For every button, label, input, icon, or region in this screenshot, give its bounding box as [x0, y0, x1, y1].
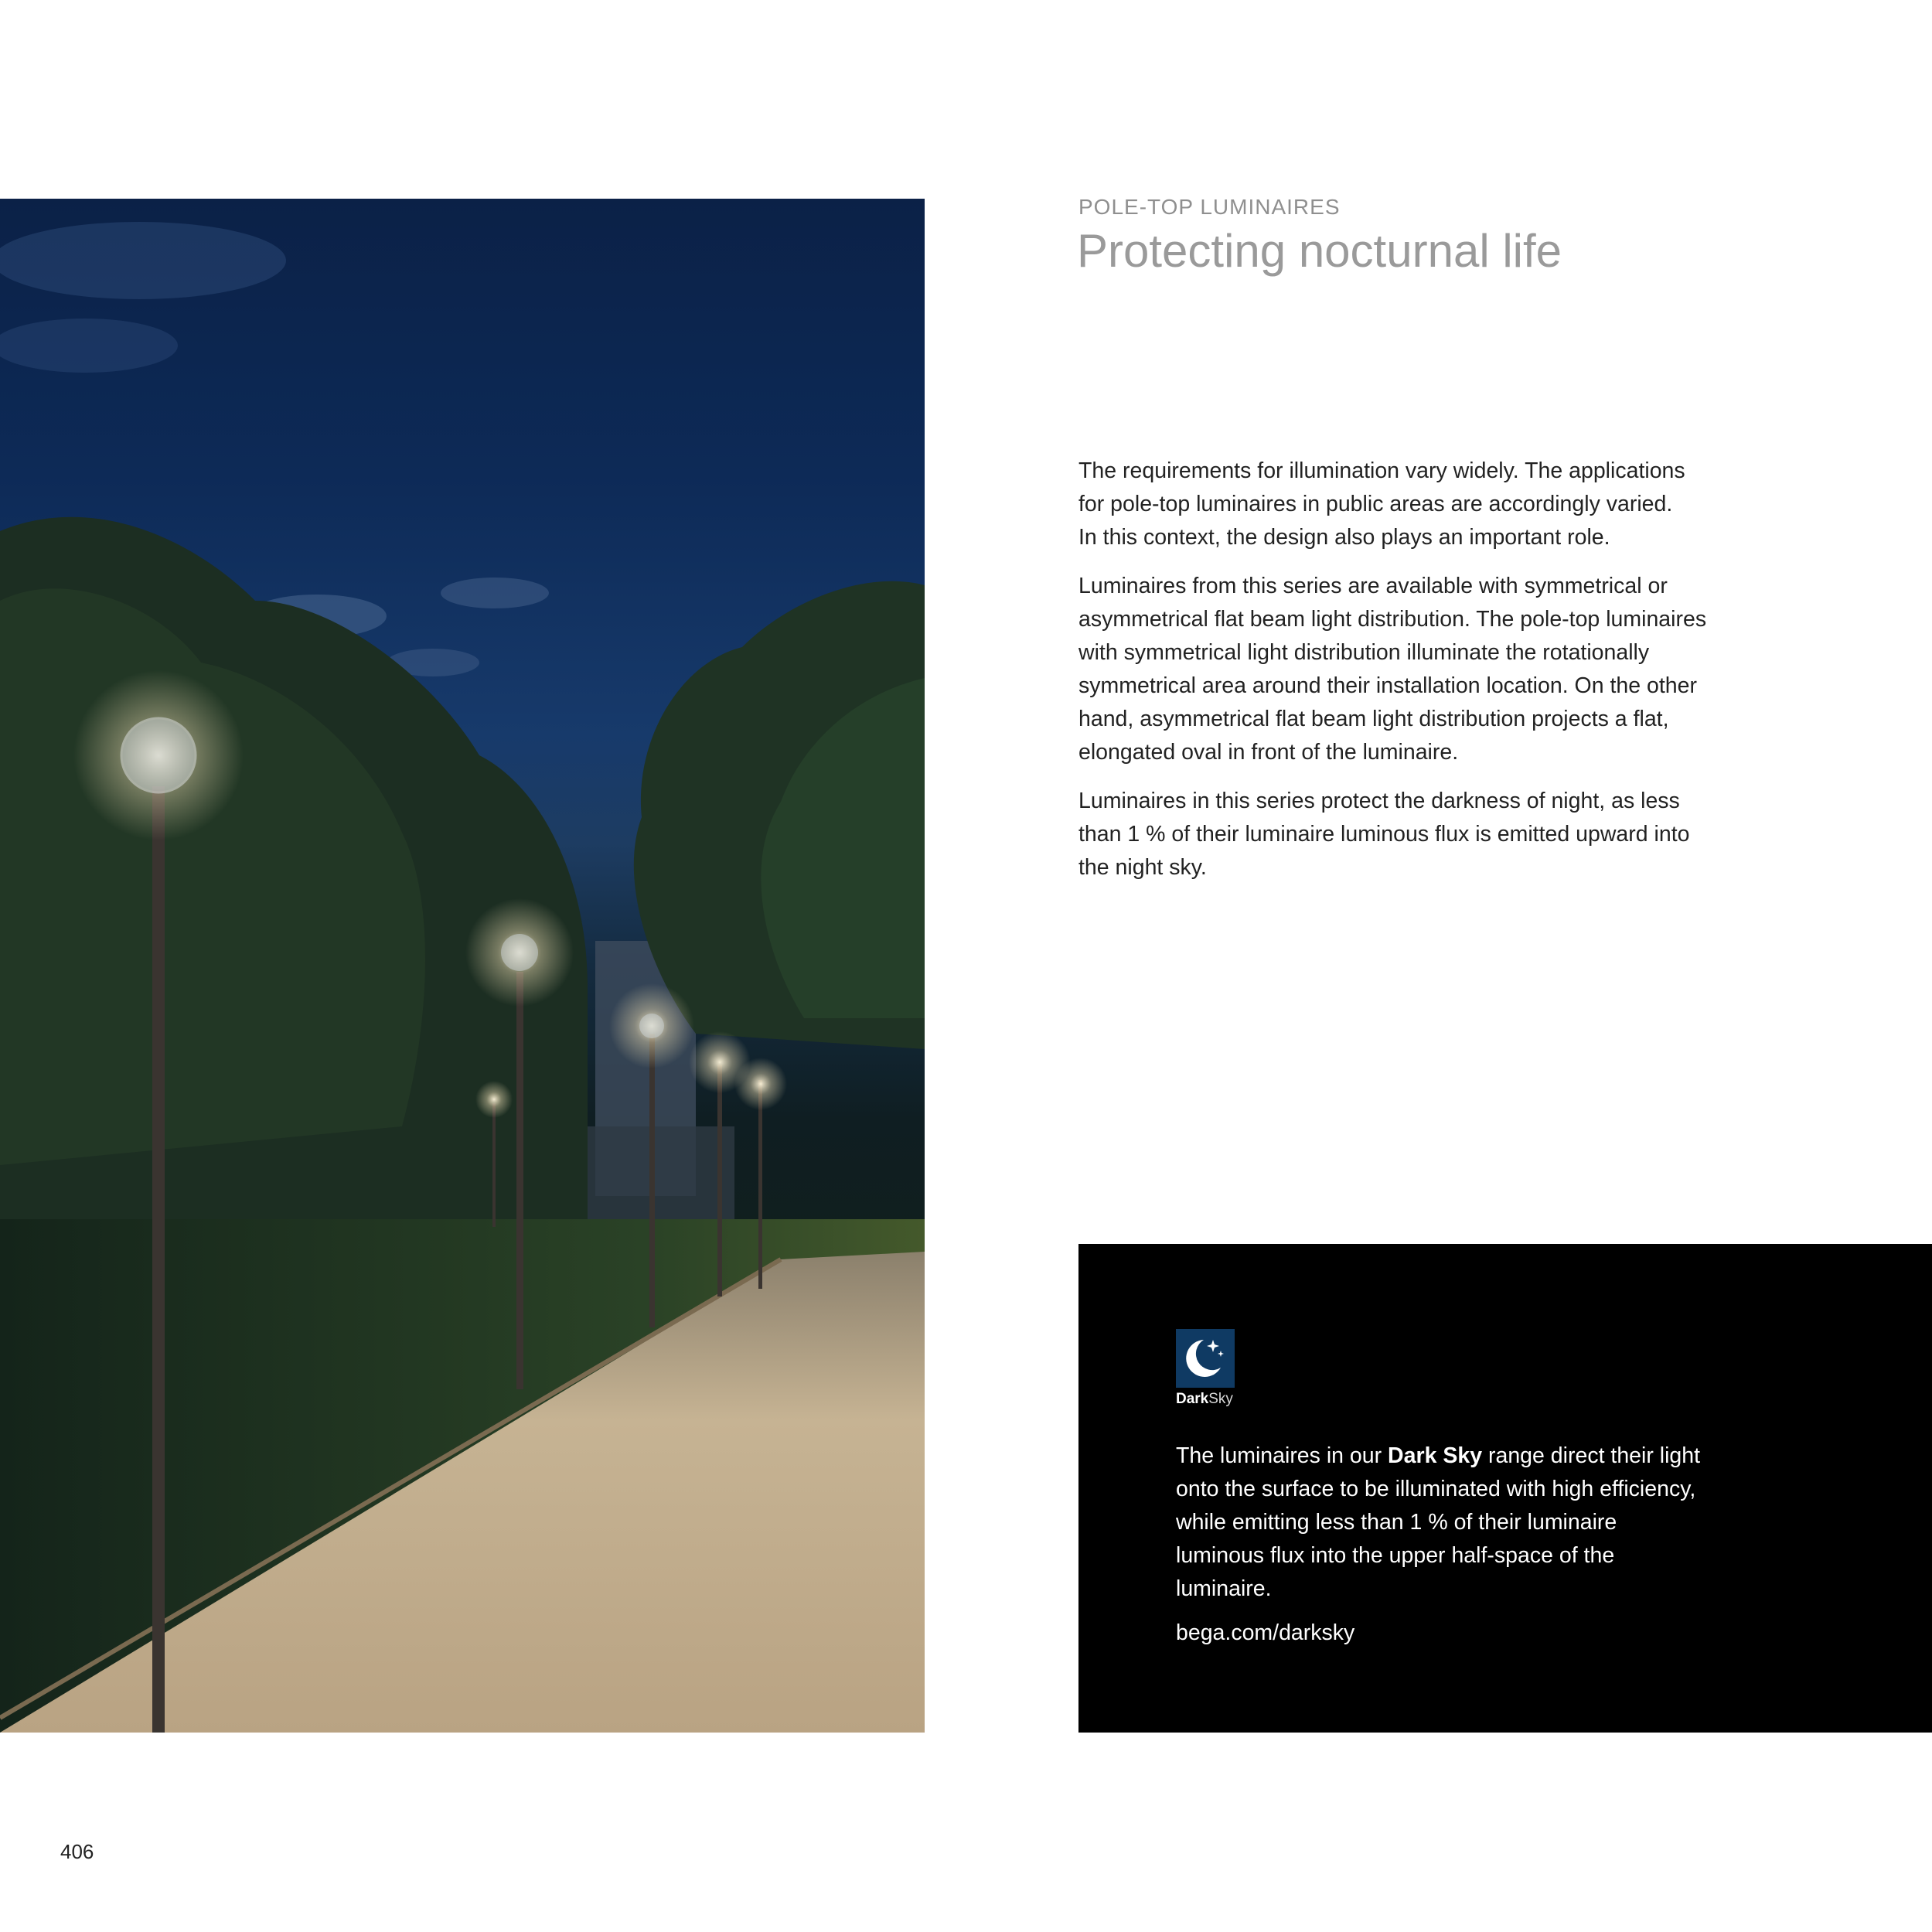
crescent-moon-icon — [1176, 1329, 1235, 1388]
dark-sky-box — [1078, 1244, 1932, 1733]
body-paragraph: Luminaires from this series are available with symmetrical or asymmetrical flat beam light distribution. The pole-top luminaires with symmetrical light distribution illuminate the rotationally symmetrical area around their installation location. On the other hand, asymmetrical flat beam light distribution projects a flat, elongated oval in front of the luminaire. — [1078, 574, 1707, 765]
dark-sky-wordmark: DarkSky — [1176, 1391, 1233, 1407]
park-pathway-night-photo — [0, 199, 925, 1733]
dark-sky-badge — [1176, 1329, 1235, 1388]
dark-sky-link[interactable]: bega.com/darksky — [1176, 1620, 1355, 1645]
dark-sky-logo — [1176, 1329, 1235, 1408]
page-title: Protecting nocturnal life — [1077, 225, 1562, 277]
section-eyebrow: POLE-TOP LUMINAIRES — [1078, 195, 1341, 219]
body-paragraph: Luminaires in this series protect the darkness of night, as less than 1 % of their luminaire luminous flux is emitted upward into the night sky. — [1078, 789, 1690, 880]
body-copy — [1078, 455, 1759, 900]
star-icon — [1218, 1351, 1224, 1357]
page-number: 406 — [60, 1840, 94, 1863]
dark-sky-description: The luminaires in our Dark Sky range direct their light onto the surface to be illuminated with high efficiency, while emitting less than 1 % of their luminaire luminous flux into the upper half-space of the luminaire. — [1176, 1443, 1701, 1601]
body-paragraph: The requirements for illumination vary widely. The applications for pole-top luminaires in public areas are accordingly varied. In this context, the design also plays an important role. — [1078, 458, 1685, 550]
photo-illustration — [0, 199, 925, 1733]
star-icon — [1207, 1340, 1219, 1352]
